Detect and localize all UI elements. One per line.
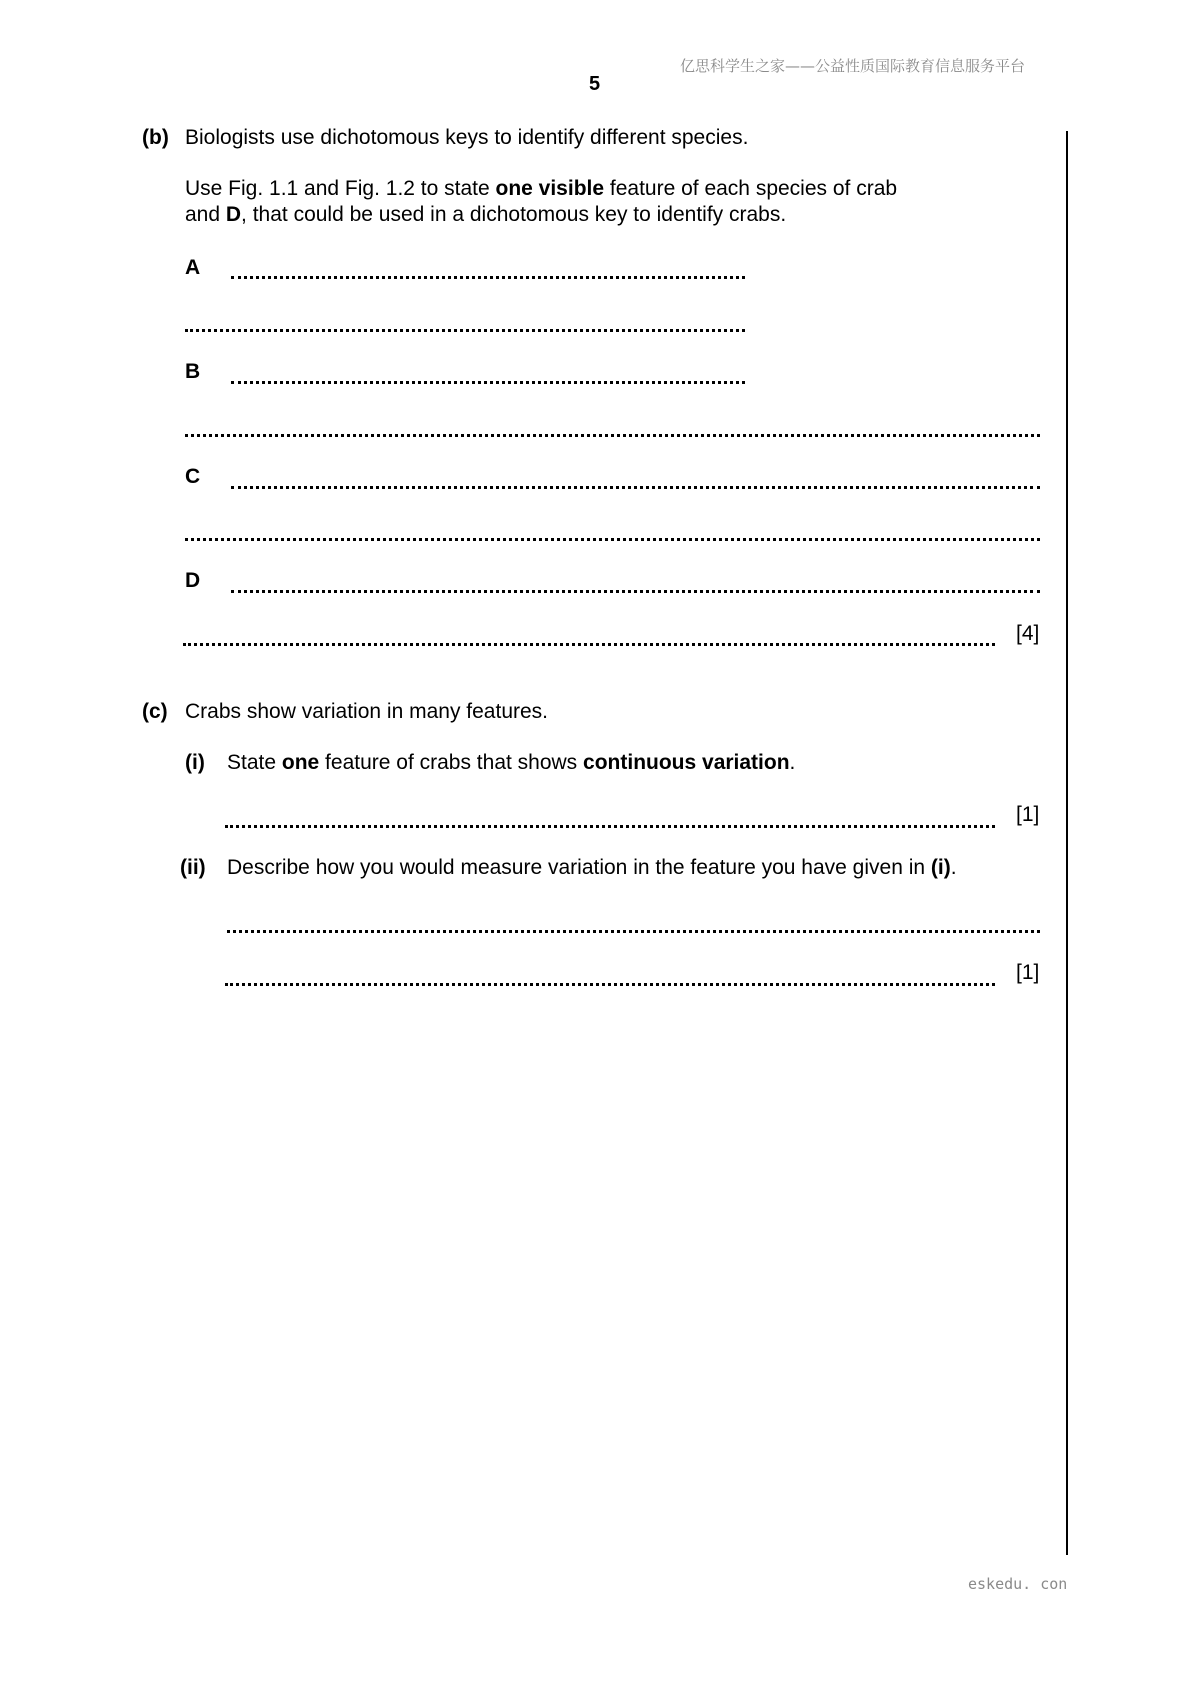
sub-i-question xyxy=(227,751,795,775)
instruction-text: feature of each species of crab xyxy=(604,177,898,200)
answer-line-cii-1[interactable] xyxy=(227,930,1040,933)
question-text: Describe how you would measure variation in the feature you have given in xyxy=(227,856,931,879)
item-b-label: B xyxy=(185,360,201,383)
marks-b: [4] xyxy=(1016,622,1040,645)
sub-ii-label: (ii) xyxy=(180,856,206,879)
answer-line-ci[interactable] xyxy=(225,825,995,828)
answer-line-a-1[interactable] xyxy=(231,276,745,279)
question-text: feature of crabs that shows xyxy=(319,751,584,774)
part-b-instruction-line1 xyxy=(185,177,897,201)
part-c-intro: Crabs show variation in many features. xyxy=(185,700,548,723)
question-emphasis: (i) xyxy=(930,856,951,879)
part-c-label: (c) xyxy=(142,700,168,723)
marks-cii: [1] xyxy=(1016,961,1040,984)
answer-line-d-2[interactable] xyxy=(183,643,995,646)
answer-line-b-2[interactable] xyxy=(185,434,1040,437)
answer-line-c-2[interactable] xyxy=(185,538,1040,541)
header-watermark: 亿思科学生之家——公益性质国际教育信息服务平台 xyxy=(680,57,1026,75)
instruction-emphasis: D xyxy=(225,203,242,226)
part-b-label: (b) xyxy=(142,126,169,149)
instruction-text: and xyxy=(185,203,226,226)
question-text: . xyxy=(950,856,957,879)
answer-line-d-1[interactable] xyxy=(231,590,1040,593)
instruction-emphasis: one visible xyxy=(495,177,605,200)
part-b-instruction-line2 xyxy=(185,203,786,227)
item-d-label: D xyxy=(185,569,201,592)
question-emphasis: continuous variation xyxy=(583,751,790,774)
item-a-label: A xyxy=(185,256,201,279)
item-c-label: C xyxy=(185,465,201,488)
answer-line-cii-2[interactable] xyxy=(225,983,995,986)
sub-ii-question xyxy=(227,856,957,880)
answer-line-c-1[interactable] xyxy=(231,486,1040,489)
page-number: 5 xyxy=(589,73,601,95)
answer-line-b-1[interactable] xyxy=(231,381,745,384)
footer-watermark: eskedu. con xyxy=(968,1575,1068,1593)
question-text: State xyxy=(227,751,282,774)
margin-line xyxy=(1066,131,1068,1555)
question-text: . xyxy=(789,751,796,774)
sub-i-label: (i) xyxy=(185,751,205,774)
marks-ci: [1] xyxy=(1016,803,1040,826)
part-b-intro: Biologists use dichotomous keys to identify different species. xyxy=(185,126,749,149)
instruction-text: , that could be used in a dichotomous key to identify crabs. xyxy=(241,203,787,226)
instruction-text: Use Fig. 1.1 and Fig. 1.2 to state xyxy=(185,177,496,200)
question-emphasis: one xyxy=(281,751,320,774)
answer-line-a-2[interactable] xyxy=(185,329,745,332)
